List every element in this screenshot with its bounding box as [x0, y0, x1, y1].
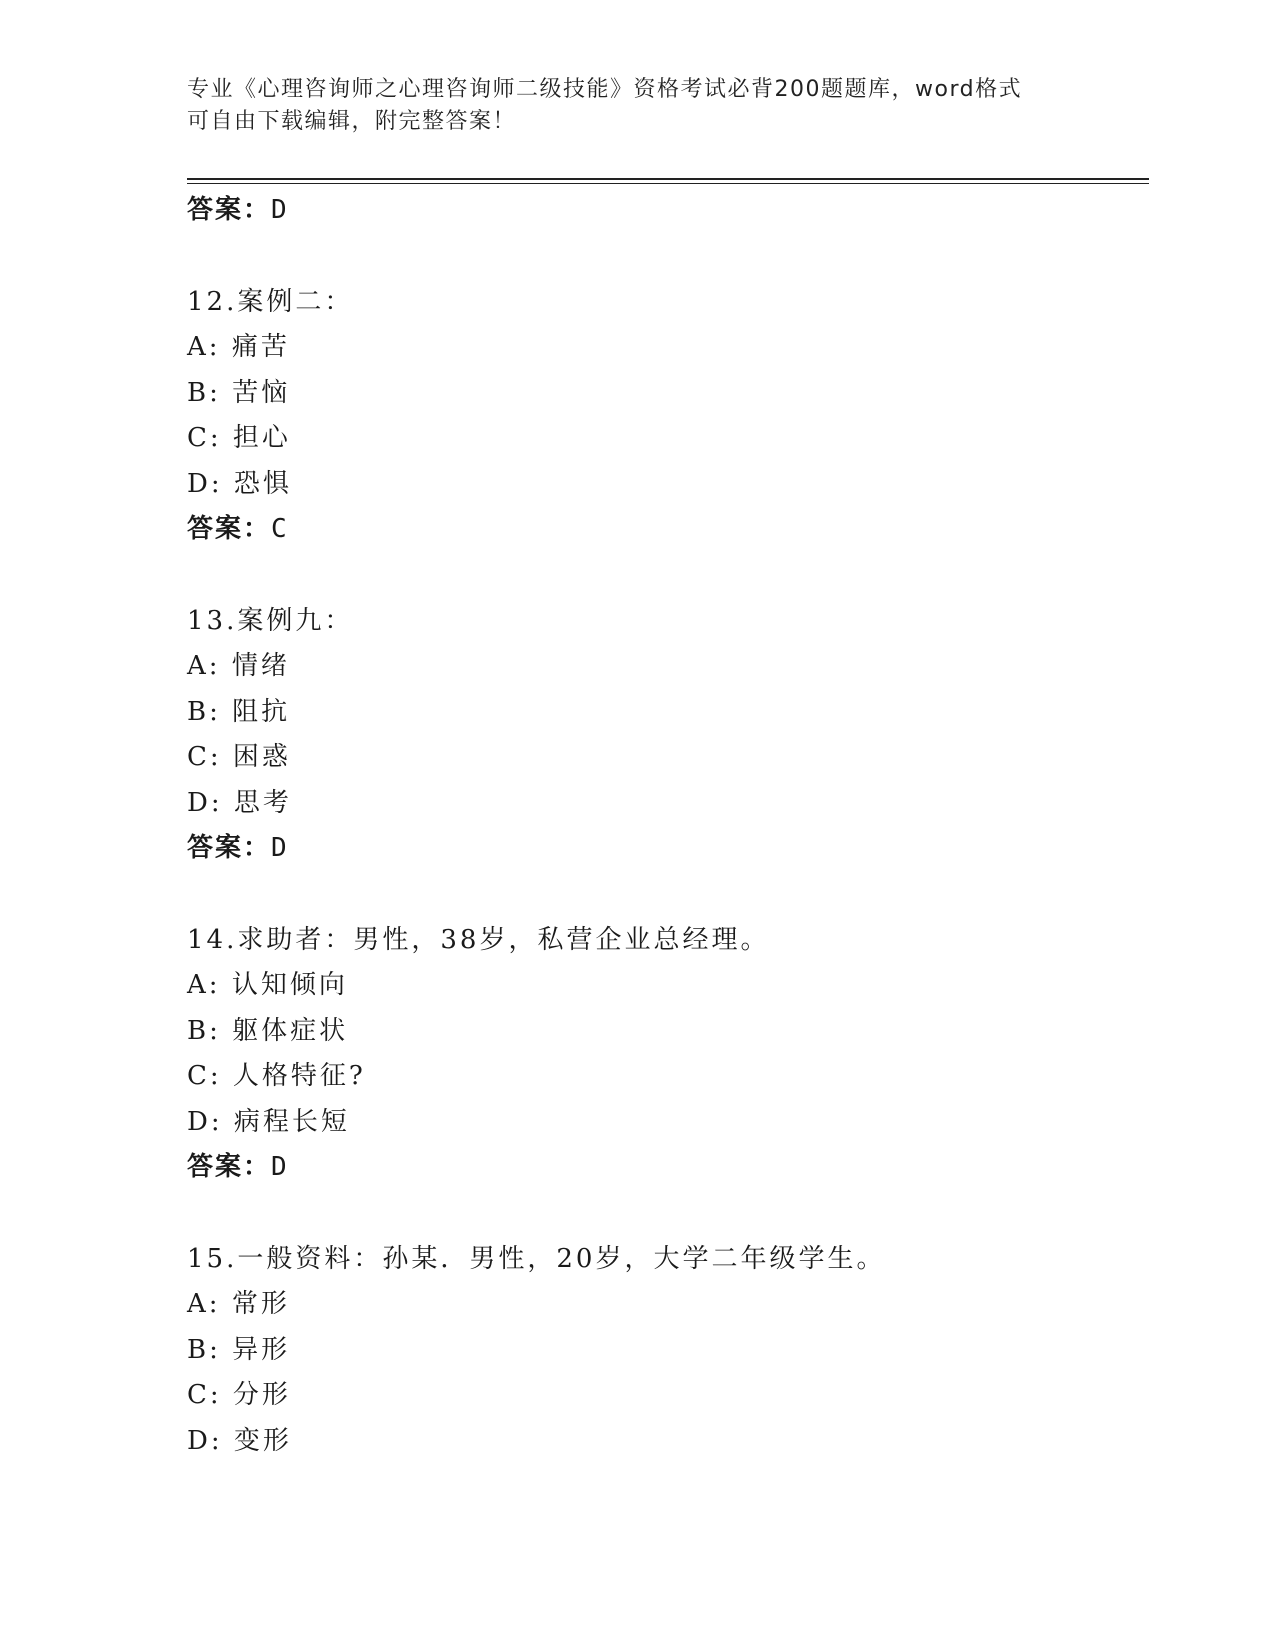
option-text: 分形: [232, 1380, 291, 1410]
question-stem: [187, 1237, 1147, 1283]
option-b: [187, 1009, 1147, 1055]
option-label: D:: [187, 1425, 223, 1456]
option-d: [187, 462, 1147, 508]
option-label: C:: [187, 1380, 222, 1410]
option-text: 困惑: [232, 742, 291, 772]
option-label: D:: [187, 787, 223, 818]
answer-line: [187, 826, 1147, 872]
spacer: [187, 872, 1147, 918]
option-a: [187, 963, 1147, 1009]
spacer: [187, 553, 1147, 599]
question-text: 求助者：男性，38岁，私营企业总经理。: [237, 924, 770, 955]
option-c: [187, 735, 1147, 781]
question-text: 案例二：: [237, 286, 354, 317]
question-list: [187, 188, 1147, 1464]
option-text: 痛苦: [231, 332, 290, 362]
option-label: A:: [187, 970, 221, 1000]
option-label: C:: [187, 1061, 222, 1091]
option-label: B:: [187, 1015, 221, 1046]
answer-label: 答案：: [187, 514, 272, 544]
header-line-1: 专业《心理咨询师之心理咨询师二级技能》资格考试必背200题题库，word格式: [187, 77, 1023, 102]
answer-label: 答案：: [187, 1152, 272, 1182]
option-text: 常形: [231, 1289, 290, 1319]
question-text: 一般资料：孙某．男性，20岁，大学二年级学生。: [237, 1243, 886, 1274]
question-stem: [187, 918, 1147, 964]
option-c: [187, 1373, 1147, 1419]
option-text: 病程长短: [233, 1106, 350, 1137]
option-d: [187, 781, 1147, 827]
option-label: D:: [187, 468, 223, 499]
option-text: 情绪: [231, 651, 290, 681]
question-number: 12.: [187, 286, 238, 317]
question-text: 案例九：: [237, 605, 354, 636]
option-text: 变形: [233, 1425, 292, 1456]
question-stem: [187, 599, 1147, 645]
option-b: [187, 1328, 1147, 1374]
option-d: [187, 1419, 1147, 1465]
spacer: [187, 234, 1147, 280]
answer-value: C: [271, 514, 289, 544]
header-line-2: 可自由下载编辑，附完整答案！: [187, 109, 517, 134]
document-header: [187, 74, 1067, 138]
answer-value: D: [271, 195, 289, 225]
option-text: 担心: [232, 423, 291, 453]
option-label: A:: [187, 332, 221, 362]
option-text: 苦恼: [232, 377, 291, 408]
question-number: 15.: [187, 1243, 238, 1274]
question-number: 14.: [187, 924, 238, 955]
option-c: [187, 416, 1147, 462]
option-b: [187, 371, 1147, 417]
answer-value: D: [271, 833, 289, 863]
option-label: B:: [187, 696, 221, 727]
option-label: D:: [187, 1106, 223, 1137]
option-a: [187, 644, 1147, 690]
option-text: 思考: [233, 787, 292, 818]
header-divider: [187, 178, 1149, 184]
option-c: [187, 1054, 1147, 1100]
option-label: B:: [187, 377, 221, 408]
answer-line: [187, 507, 1147, 553]
question-number: 13.: [187, 605, 238, 636]
option-text: 人格特征?: [232, 1061, 366, 1091]
option-d: [187, 1100, 1147, 1146]
option-a: [187, 325, 1147, 371]
answer-label: 答案：: [187, 195, 272, 225]
option-label: A:: [187, 1289, 221, 1319]
option-label: C:: [187, 742, 222, 772]
answer-value: D: [271, 1152, 289, 1182]
option-text: 恐惧: [233, 468, 292, 499]
option-label: B:: [187, 1334, 221, 1365]
option-label: A:: [187, 651, 221, 681]
option-text: 认知倾向: [231, 970, 348, 1000]
answer-label: 答案：: [187, 833, 272, 863]
option-a: [187, 1282, 1147, 1328]
answer-line: [187, 1145, 1147, 1191]
option-text: 躯体症状: [232, 1015, 349, 1046]
option-label: C:: [187, 423, 222, 453]
question-stem: [187, 280, 1147, 326]
answer-line: [187, 188, 1147, 234]
option-text: 异形: [232, 1334, 291, 1365]
option-b: [187, 690, 1147, 736]
option-text: 阻抗: [232, 696, 291, 727]
spacer: [187, 1191, 1147, 1237]
